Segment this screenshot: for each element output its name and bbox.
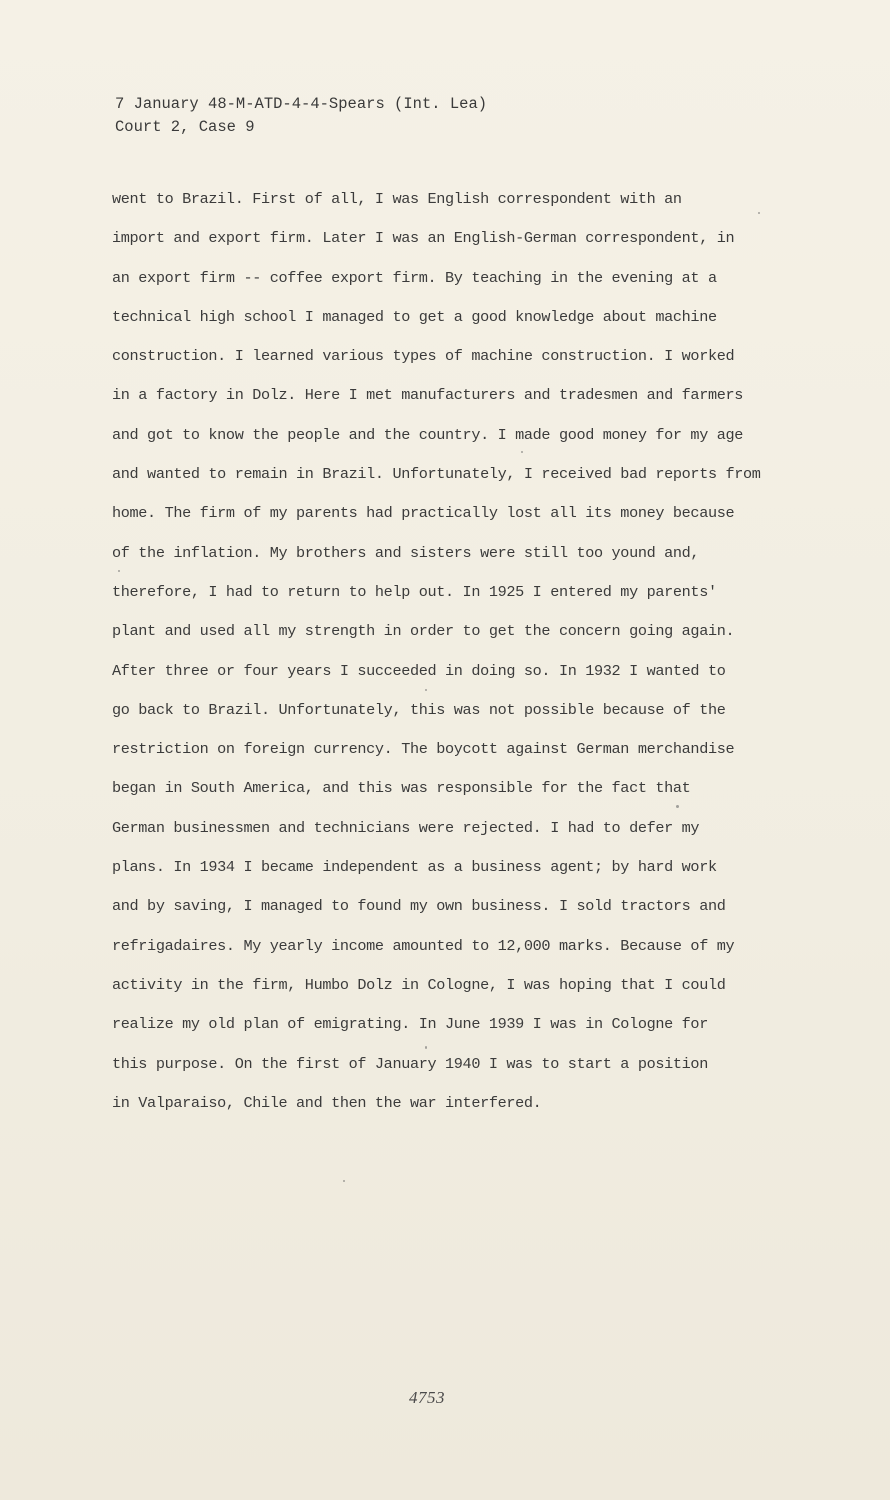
transcript-line: go back to Brazil. Unfortunately, this was not possible because of the bbox=[112, 700, 726, 719]
transcript-line: restriction on foreign currency. The boycott against German merchandise bbox=[112, 740, 735, 759]
transcript-body bbox=[112, 186, 832, 1129]
transcript-line: German businessmen and technicians were rejected. I had to defer my bbox=[112, 818, 700, 837]
transcript-line: this purpose. On the first of January 1940 I was to start a position bbox=[112, 1054, 708, 1073]
transcript-line: technical high school I managed to get a good knowledge about machine bbox=[112, 307, 717, 326]
document-header bbox=[115, 93, 487, 139]
transcript-line: therefore, I had to return to help out. In 1925 I entered my parents' bbox=[112, 582, 717, 601]
page-number: 4753 bbox=[409, 1388, 445, 1407]
transcript-line: home. The firm of my parents had practically lost all its money because bbox=[112, 504, 735, 523]
transcript-line: of the inflation. My brothers and sisters were still too yound and, bbox=[112, 543, 700, 562]
transcript-line: construction. I learned various types of machine construction. I worked bbox=[112, 347, 735, 366]
transcript-line: in a factory in Dolz. Here I met manufacturers and tradesmen and farmers bbox=[112, 386, 744, 405]
paper-speck bbox=[118, 570, 120, 572]
transcript-line: and by saving, I managed to found my own business. I sold tractors and bbox=[112, 897, 726, 916]
paper-speck bbox=[758, 212, 760, 214]
transcript-line: After three or four years I succeeded in doing so. In 1932 I wanted to bbox=[112, 661, 726, 680]
paper-speck bbox=[343, 1180, 345, 1182]
paper-speck bbox=[676, 805, 679, 808]
transcript-line: import and export firm. Later I was an English-German correspondent, in bbox=[112, 229, 735, 248]
transcript-line: and got to know the people and the country. I made good money for my age bbox=[112, 425, 744, 444]
paper-speck bbox=[425, 689, 427, 691]
transcript-line: an export firm -- coffee export firm. By teaching in the evening at a bbox=[112, 268, 717, 287]
header-date-line: 7 January 48-M-ATD-4-4-Spears (Int. Lea) bbox=[115, 95, 488, 113]
transcript-line: plant and used all my strength in order to get the concern going again. bbox=[112, 622, 735, 641]
header-court-line: Court 2, Case 9 bbox=[115, 118, 255, 136]
transcript-line: realize my old plan of emigrating. In June 1939 I was in Cologne for bbox=[112, 1015, 708, 1034]
transcript-line: activity in the firm, Humbo Dolz in Cologne, I was hoping that I could bbox=[112, 975, 726, 994]
transcript-line: refrigadaires. My yearly income amounted to 12,000 marks. Because of my bbox=[112, 936, 735, 955]
transcript-line: began in South America, and this was responsible for the fact that bbox=[112, 779, 691, 798]
transcript-line: went to Brazil. First of all, I was English correspondent with an bbox=[112, 190, 682, 208]
paper-speck bbox=[425, 1046, 427, 1049]
transcript-line: plans. In 1934 I became independent as a business agent; by hard work bbox=[112, 858, 717, 877]
transcript-line: and wanted to remain in Brazil. Unfortunately, I received bad reports from bbox=[112, 465, 761, 484]
paper-speck bbox=[521, 451, 523, 453]
transcript-line: in Valparaiso, Chile and then the war interfered. bbox=[112, 1093, 542, 1112]
